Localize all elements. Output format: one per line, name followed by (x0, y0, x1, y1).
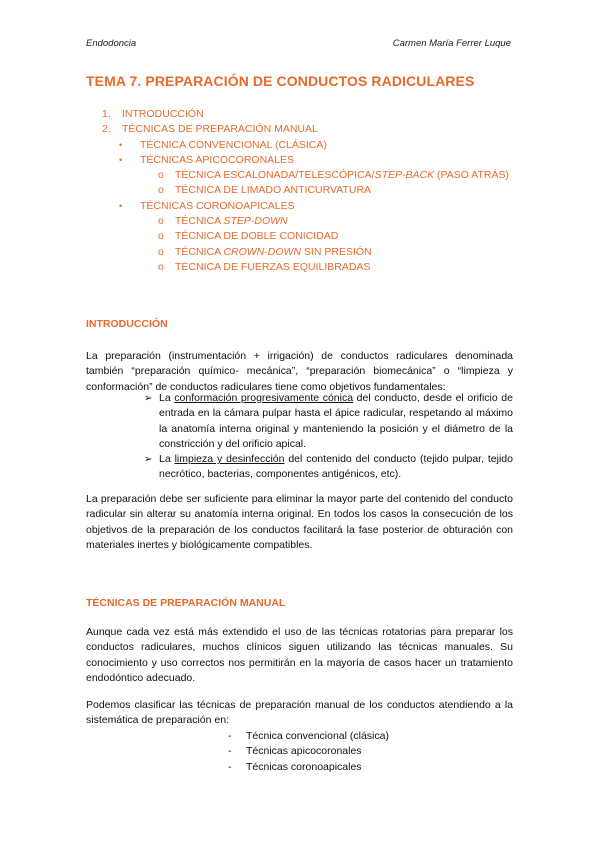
objective-item (144, 391, 513, 452)
header-author: Carmen María Ferrer Luque (392, 38, 511, 49)
toc-label: TÉCNICA CONVENCIONAL (CLÁSICA) (140, 138, 327, 151)
page-title: TEMA 7. PREPARACIÓN DE CONDUCTOS RADICULARES (86, 73, 475, 89)
toc-label: TÉCNICAS CORONOAPICALES (140, 199, 295, 212)
toc-subitem-coronoapicales (86, 199, 526, 214)
objective-text: La (159, 453, 175, 466)
circle-bullet-icon: o (158, 184, 164, 197)
objective-keyword: conformación progresivamente cónica (174, 392, 354, 404)
toc-subsubitem-doble-conicidad (86, 229, 526, 244)
objective-text: del conducto, desde el orificio de entrada en la cámara pulpar hasta el ápice radicular, respetando al máximo la anatomía interna original y manteniendo la posición y el diámetro de la constricción y del orificio apical. (159, 392, 513, 450)
table-of-contents (86, 107, 526, 275)
toc-label: TÉCNICA ESCALONADA/TELESCÓPICA/ (175, 169, 375, 182)
toc-label-italic: CROWN-DOWN (223, 245, 302, 258)
toc-label: TÉCNICA DE LIMADO ANTICURVATURA (175, 184, 372, 197)
bullet-icon: • (119, 200, 123, 211)
manual-paragraph-2: Podemos clasificar las técnicas de preparación manual de los conductos atendiendo a la sistemática de preparación en: (86, 699, 513, 727)
bullet-icon: • (119, 154, 123, 165)
list-item-text: Técnicas coronoapicales (246, 760, 362, 773)
circle-bullet-icon: o (158, 245, 164, 258)
list-item (228, 760, 389, 775)
list-item (228, 729, 389, 744)
toc-label: TÉCNICA DE DOBLE CONICIDAD (175, 230, 339, 243)
toc-subitem-convencional (86, 138, 526, 153)
toc-subsubitem-crown-down (86, 245, 526, 260)
list-item-text: Técnica convencional (clásica) (246, 730, 389, 742)
toc-label: TÉCNICAS DE PREPARACIÓN MANUAL (122, 123, 318, 136)
objectives-list (144, 391, 513, 483)
circle-bullet-icon: o (158, 215, 164, 228)
list-item (228, 744, 389, 759)
toc-label: TÉCNICA DE FUERZAS EQUILIBRADAS (175, 260, 371, 273)
section-heading-introduccion: INTRODUCCIÓN (86, 318, 168, 330)
bullet-icon: • (119, 139, 123, 150)
toc-subsubitem-step-down (86, 214, 526, 229)
toc-item-tecnicas-manual (86, 122, 526, 137)
circle-bullet-icon: o (158, 260, 164, 273)
dash-bullet: - (228, 745, 232, 758)
section-heading-tecnicas-manual: TÉCNICAS DE PREPARACIÓN MANUAL (86, 597, 286, 609)
toc-number: 2. (102, 123, 111, 136)
toc-label: SIN PRESIÓN (301, 245, 372, 258)
intro-paragraph: La preparación (instrumentación + irrigación) de conductos radiculares denominada también “preparación químico- mecánica”, “preparación biomecánica” o “limpieza y conformación” de conductos radiculares tiene como objetivos fundamentales: (86, 350, 513, 393)
toc-subitem-apicocoronales (86, 153, 526, 168)
dash-bullet: - (228, 730, 232, 742)
list-item-text: Técnicas apicocoronales (246, 745, 362, 758)
techniques-list (228, 729, 389, 775)
objective-keyword: limpieza y desinfección (174, 453, 285, 466)
toc-label: TÉCNICAS APICOCORONALES (140, 153, 295, 166)
objective-text: del contenido del conducto (tejido pulpar, tejido necrótico, bacterias, componentes antigénicos, etc). (159, 453, 513, 481)
toc-subsubitem-escalonada (86, 168, 526, 183)
circle-bullet-icon: o (158, 230, 164, 243)
toc-subsubitem-anticurvatura (86, 183, 526, 198)
header-subject: Endodoncia (86, 38, 137, 49)
toc-item-introduccion (86, 107, 526, 122)
toc-label-italic: STEP-DOWN (223, 215, 288, 228)
objective-item (144, 452, 513, 483)
toc-label: (PASO ATRÁS) (434, 169, 509, 182)
toc-label: TÉCNICA (175, 245, 224, 258)
toc-subsubitem-fuerzas-equilibradas (86, 260, 526, 275)
intro-paragraph-2: La preparación debe ser suficiente para eliminar la mayor parte del contenido del conducto radicular sin alterar su anatomía interna original. En todos los casos la consecución de los objetivos de la preparación de los conductos facilitará la fase posterior de obturación con materiales inertes y biológicamente compatibles. (86, 493, 513, 551)
manual-paragraph: Aunque cada vez está más extendido el uso de las técnicas rotatorias para preparar los conductos radiculares, muchos clínicos siguen utilizando las técnicas manuales. Su conocimiento y uso correctos nos permitirán en la mayoría de casos hacer un tratamiento endodóntico adecuado. (86, 626, 513, 684)
toc-number: 1. (102, 108, 111, 120)
arrow-bullet-icon: ➢ (144, 454, 153, 466)
toc-label: INTRODUCCIÓN (122, 108, 204, 120)
arrow-bullet-icon: ➢ (144, 393, 153, 404)
objective-text: La (159, 392, 175, 404)
toc-label: TÉCNICA (175, 215, 224, 228)
dash-bullet: - (228, 760, 232, 773)
circle-bullet-icon: o (158, 169, 164, 182)
toc-label-italic: STEP-BACK (374, 169, 435, 182)
